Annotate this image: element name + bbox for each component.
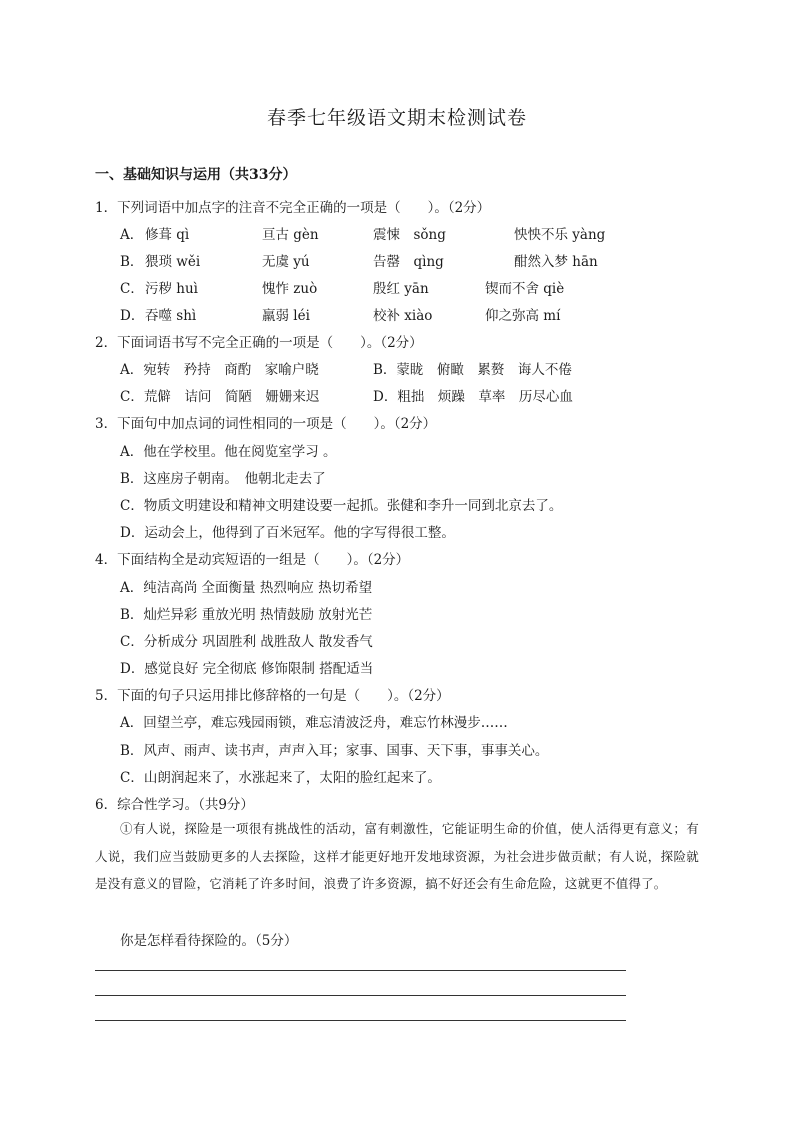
q1-option-item: 酣然入梦 hān (514, 254, 598, 270)
q3-option: C．物质文明建设和精神文明建设要一起抓。张健和李升一同到北京去了。 (120, 498, 563, 514)
q1-option-item: 告罄 qìng (373, 254, 444, 270)
q2-option: D．粗拙 烦躁 草率 历尽心血 (373, 389, 573, 405)
question-6-stem: 6．综合性学习。（共9分） (95, 797, 254, 813)
q1-option-item: 殷红 yān (373, 281, 429, 297)
q4-option: B．灿烂异彩 重放光明 热情鼓励 放射光芒 (120, 607, 373, 623)
q2-option: B．蒙眬 俯瞰 累赘 诲人不倦 (373, 362, 572, 378)
question-4-stem: 4．下面结构全是动宾短语的一组是（ ）。（2分） (95, 552, 410, 568)
answer-line[interactable] (95, 995, 626, 996)
q3-option: D．运动会上，他得到了百米冠军。他的字写得很工整。 (120, 525, 455, 541)
q4-option: C．分析成分 巩固胜利 战胜敌人 散发香气 (120, 634, 373, 650)
q6-prompt: 你是怎样看待探险的。（5分） (120, 933, 298, 949)
q5-option: B．风声、雨声、读书声，声声入耳；家事、国事、天下事，事事关心。 (120, 743, 549, 759)
q1-option-item: 修葺 qì (145, 227, 190, 243)
q1-option-label: C． (120, 281, 144, 297)
question-2-stem: 2．下面词语书写不完全正确的一项是（ ）。（2分） (95, 335, 423, 351)
q1-option-label: B． (120, 254, 144, 270)
q1-option-item: 污秽 huì (145, 281, 198, 297)
q1-option-item: 吞噬 shì (145, 308, 197, 324)
q2-option: A．宛转 矜持 商酌 家喻户晓 (120, 362, 319, 378)
question-3-stem: 3．下面句中加点词的词性相同的一项是（ ）。（2分） (95, 416, 437, 432)
q5-option: A．回望兰亭，难忘残园雨锁，难忘清波泛舟，难忘竹林漫步…… (120, 715, 508, 731)
answer-line[interactable] (95, 1020, 626, 1021)
q2-option: C．荒僻 诘问 简陋 姗姗来迟 (120, 389, 320, 405)
q4-option: A．纯洁高尚 全面衡量 热烈响应 热切希望 (120, 580, 373, 596)
q1-option-item: 震悚 sǒng (373, 227, 446, 243)
question-5-stem: 5．下面的句子只运用排比修辞格的一句是（ ）。（2分） (95, 688, 450, 704)
q1-option-item: 校补 xiào (373, 308, 433, 324)
q6-passage: ①有人说，探险是一项很有挑战性的活动，富有刺激性，它能证明生命的价值，使人活得更有意义；有人说，我们应当鼓励更多的人去探险，这样才能更好地开发地球资源，为社会进步做贡献；有人说，探险就是没有意义的冒险，它消耗了许多时间，浪费了许多资源，搞不好还会有生命危险，这就更不值得了。 (95, 821, 699, 891)
question-1-stem: 1．下列词语中加点字的注音不完全正确的一项是（ ）。（2分） (95, 200, 491, 216)
q3-option: A．他在学校里。他在阅览室学习 。 (120, 444, 337, 460)
q5-option: C．山朗润起来了，水涨起来了，太阳的脸红起来了。 (120, 770, 441, 786)
q1-option-item: 亘古 gèn (262, 227, 319, 243)
answer-line[interactable] (95, 970, 626, 971)
q1-option-item: 羸弱 léi (262, 308, 310, 324)
q3-option: B．这座房子朝南。 他朝北走去了 (120, 471, 326, 487)
q1-option-item: 锲而不舍 qiè (485, 281, 565, 297)
q1-option-item: 愧怍 zuò (262, 281, 318, 297)
q1-option-item: 无虞 yú (262, 254, 310, 270)
q1-option-item: 怏怏不乐 yàng (514, 227, 606, 243)
section-heading: 一、基础知识与运用（共33分） (95, 167, 297, 183)
q4-option: D．感觉良好 完全彻底 修饰限制 搭配适当 (120, 661, 374, 677)
q1-option-item: 猥琐 wěi (145, 254, 201, 270)
q1-option-item: 仰之弥高 mí (485, 308, 561, 324)
q1-option-label: D． (120, 308, 145, 324)
q1-option-label: A． (120, 227, 144, 243)
page-title: 春季七年级语文期末检测试卷 (266, 107, 527, 129)
